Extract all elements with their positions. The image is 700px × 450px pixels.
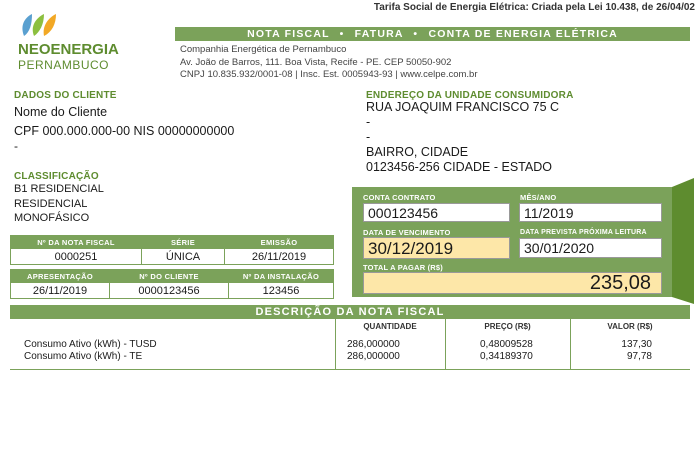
serie-header: SÉRIE: [142, 236, 224, 249]
invoice-table-1: [10, 235, 334, 265]
mes-ano-value: 11/2019: [519, 203, 662, 222]
company-ids: CNPJ 10.835.932/0001-08 | Insc. Est. 0005943-93 | www.celpe.com.br: [180, 69, 478, 80]
invoice-col-serie: [141, 236, 224, 264]
invoice-number-header: Nº DA NOTA FISCAL: [11, 236, 141, 249]
address-line-3: -: [366, 130, 371, 144]
brand-region: PERNAMBUCO: [18, 58, 110, 72]
company-name: Companhia Energética de Pernambuco: [180, 44, 347, 55]
panel-fold-icon: [672, 178, 694, 304]
item-value: 137,30: [621, 339, 652, 350]
invoice-col-cliente: [109, 270, 228, 298]
apresentacao-value: 26/11/2019: [32, 285, 88, 297]
item-price: 0,34189370: [480, 351, 533, 362]
contrato-label: CONTA CONTRATO: [363, 193, 436, 202]
instalacao-value: 123456: [262, 285, 300, 297]
invoice-col-instalacao: [228, 270, 333, 298]
cliente-number-header: Nº DO CLIENTE: [110, 270, 228, 283]
title-nota-fiscal: NOTA FISCAL: [247, 28, 330, 40]
invoice-col-apresentacao: [11, 270, 109, 298]
item-value: 97,78: [626, 351, 652, 362]
legal-note: Tarifa Social de Energia Elétrica: Criada pela Lei 10.438, de 26/04/02: [373, 2, 695, 13]
emissao-value: 26/11/2019: [251, 251, 307, 263]
company-info: [180, 44, 478, 82]
classification-label: CLASSIFICAÇÃO: [14, 171, 99, 182]
cliente-number-value: 0000123456: [138, 285, 200, 297]
invoice-col-emissao: [224, 236, 333, 264]
proxima-leitura-label: DATA PREVISTA PRÓXIMA LEITURA: [520, 229, 647, 236]
unit-address: [366, 100, 559, 175]
brand-logo: [18, 12, 168, 72]
classification-values: [14, 182, 104, 226]
item-quantity: 286,000000: [347, 351, 400, 362]
title-separator: •: [339, 28, 345, 40]
invoice-col-number: [11, 236, 141, 264]
table-row: [10, 339, 690, 351]
brand-name: NEOENERGIA: [18, 41, 119, 58]
proxima-leitura-value: 30/01/2020: [519, 238, 662, 258]
client-section-label: DADOS DO CLIENTE: [14, 90, 117, 101]
invoice-table-2: [10, 269, 334, 299]
quantidade-header: QUANTIDADE: [363, 322, 417, 331]
invoice-number-value: 0000251: [54, 251, 98, 263]
contrato-value: 000123456: [363, 203, 510, 222]
client-extra: -: [14, 139, 18, 153]
document-title-bar: [175, 27, 690, 41]
vencimento-value: 30/12/2019: [363, 237, 510, 259]
total-value: 235,08: [363, 272, 662, 294]
classification-line-2: RESIDENCIAL: [14, 197, 88, 210]
vencimento-label: DATA DE VENCIMENTO: [363, 228, 451, 237]
valor-header: VALOR (R$): [607, 322, 653, 331]
item-description: Consumo Ativo (kWh) - TUSD: [24, 339, 157, 350]
apresentacao-header: APRESENTAÇÃO: [11, 270, 109, 283]
leaf-logo-icon: [18, 12, 78, 38]
address-line-4: BAIRRO, CIDADE: [366, 145, 469, 159]
address-line-1: RUA JOAQUIM FRANCISCO 75 C: [366, 100, 560, 114]
preco-header: PREÇO (R$): [484, 322, 531, 331]
item-quantity: 286,000000: [347, 339, 400, 350]
emissao-header: EMISSÃO: [225, 236, 333, 249]
serie-value: ÚNICA: [165, 251, 201, 263]
client-document: CPF 000.000.000-00 NIS 00000000000: [14, 124, 235, 138]
address-line-5: 0123456-256 CIDADE - ESTADO: [366, 160, 552, 174]
title-conta-energia: CONTA DE ENERGIA ELÉTRICA: [428, 28, 618, 40]
title-fatura: FATURA: [354, 28, 404, 40]
company-address: Av. João de Barros, 111. Boa Vista, Recife - PE. CEP 50050-902: [180, 56, 452, 68]
instalacao-header: Nº DA INSTALAÇÃO: [229, 270, 333, 283]
unit-address-label: ENDEREÇO DA UNIDADE CONSUMIDORA: [366, 90, 574, 101]
mes-ano-label: MÊS/ANO: [520, 193, 557, 202]
description-title-bar: DESCRIÇÃO DA NOTA FISCAL: [10, 305, 690, 319]
classification-line-3: MONOFÁSICO: [14, 212, 90, 224]
title-separator: •: [413, 28, 419, 40]
address-line-2: -: [366, 115, 371, 129]
item-price: 0,48009528: [480, 339, 533, 350]
classification-line-1: B1 RESIDENCIAL: [14, 183, 104, 195]
description-table: [10, 319, 690, 370]
total-label: TOTAL A PAGAR (R$): [363, 263, 443, 272]
client-name: Nome do Cliente: [14, 105, 108, 119]
table-row: [10, 351, 690, 363]
item-description: Consumo Ativo (kWh) - TE: [24, 351, 143, 362]
